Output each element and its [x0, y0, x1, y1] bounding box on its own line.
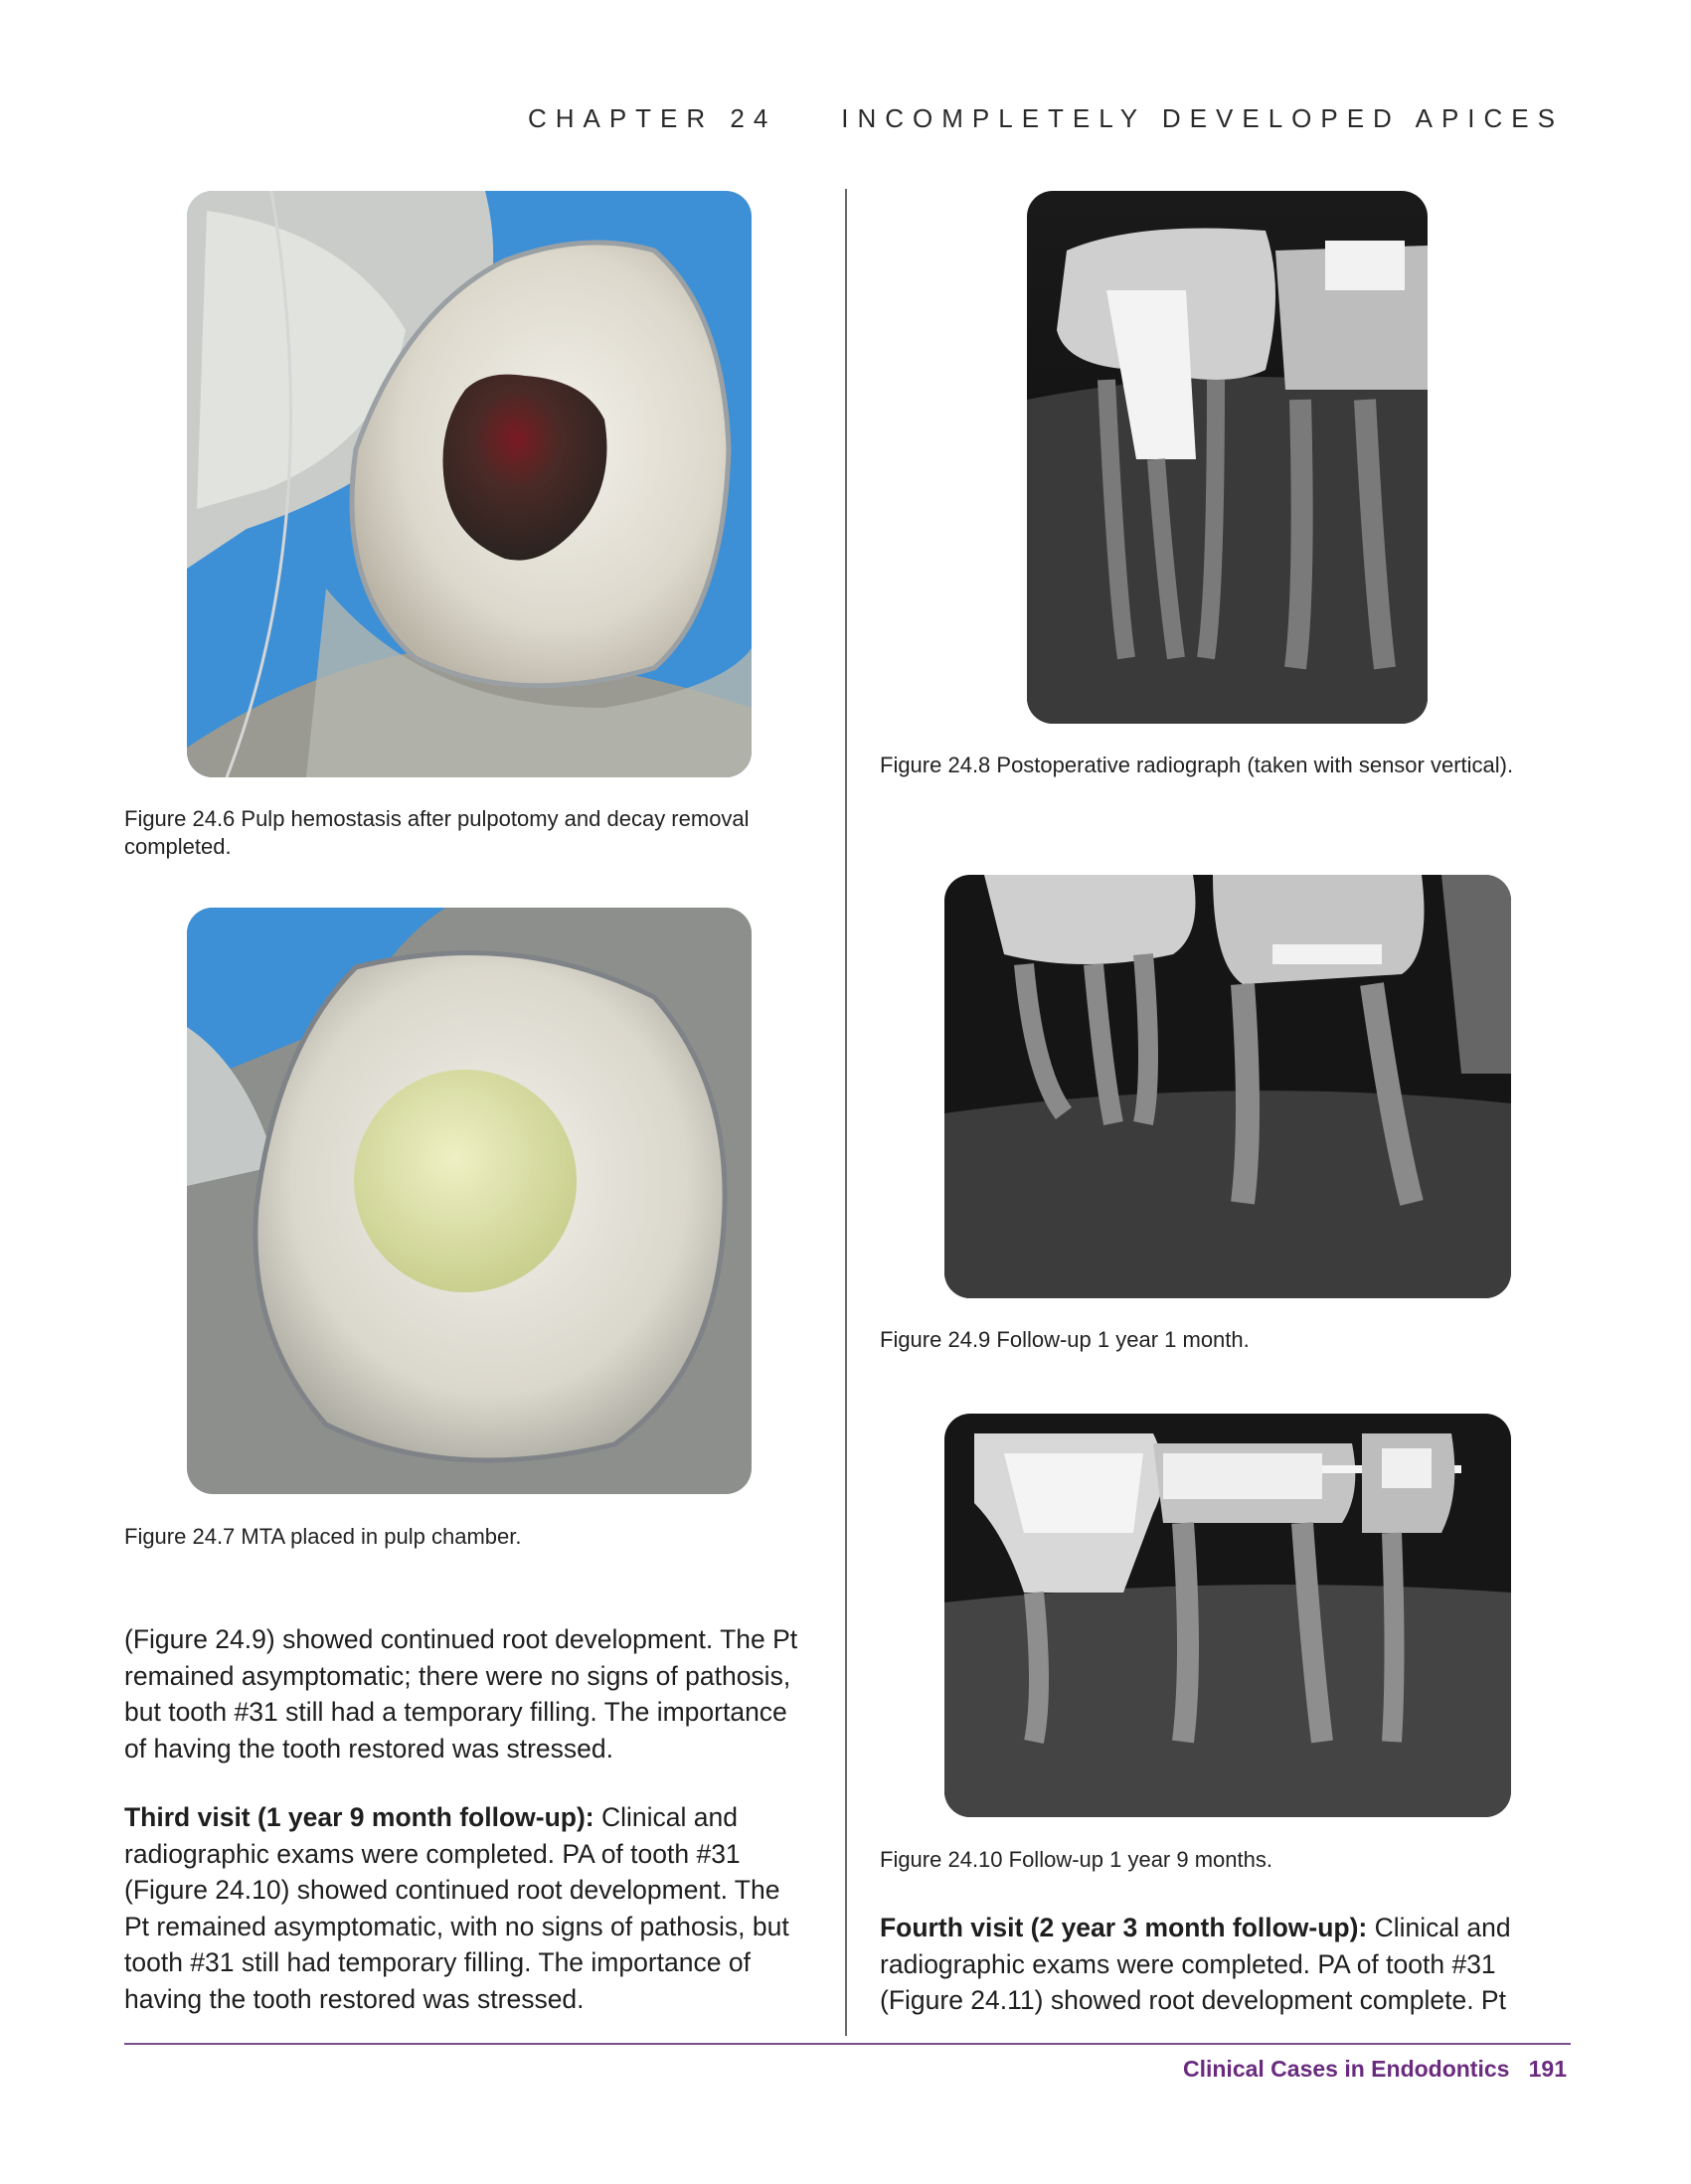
running-header: [528, 103, 1564, 134]
figure-24-7-image: [187, 908, 752, 1494]
figure-24-9-caption: Figure 24.9 Follow-up 1 year 1 month.: [880, 1327, 1250, 1352]
fourth-visit-text: Clinical and radiographic exams were completed. PA of tooth #31 (Figure 24.11) showed root development complete. Pt: [880, 1913, 1511, 2015]
paragraph-third-visit: [124, 1799, 810, 2017]
chapter-label: CHAPTER 24: [527, 103, 777, 133]
footer-book-title: Clinical Cases in Endodontics: [1182, 2056, 1510, 2082]
figure-24-6-image: [187, 191, 752, 777]
page-footer: [1183, 2056, 1567, 2083]
third-visit-text: Clinical and radiographic exams were completed. PA of tooth #31 (Figure 24.10) showed continued root development. The Pt remained asymptomatic, with no signs of pathosis, but tooth #31 still had temporary filling. The importance of having the tooth restored was stressed.: [124, 1802, 789, 2014]
column-divider: [845, 189, 847, 2036]
paragraph-continuation: (Figure 24.9) showed continued root development. The Pt remained asymptomatic; there were no signs of pathosis, but tooth #31 still had a temporary filling. The importance of having the tooth restored was stressed.: [124, 1624, 798, 1764]
figure-24-10-image: [944, 1414, 1511, 1817]
figure-24-8-caption: Figure 24.8 Postoperative radiograph (taken with sensor vertical).: [880, 753, 1514, 777]
figure-24-8-image: [1027, 191, 1428, 724]
chapter-title: INCOMPLETELY DEVELOPED APICES: [841, 103, 1564, 133]
figure-24-9-image: [944, 875, 1511, 1298]
footer-rule: [124, 2043, 1571, 2045]
fourth-visit-heading: Fourth visit (2 year 3 month follow-up):: [880, 1913, 1368, 1942]
figure-24-6-caption: Figure 24.6 Pulp hemostasis after pulpotomy and decay removal completed.: [124, 806, 750, 859]
figure-24-10-caption: Figure 24.10 Follow-up 1 year 9 months.: [880, 1847, 1272, 1872]
page-number: 191: [1528, 2056, 1567, 2082]
third-visit-heading: Third visit (1 year 9 month follow-up):: [124, 1802, 594, 1832]
paragraph-fourth-visit: [880, 1910, 1566, 2019]
figure-24-7-caption: Figure 24.7 MTA placed in pulp chamber.: [124, 1524, 522, 1549]
